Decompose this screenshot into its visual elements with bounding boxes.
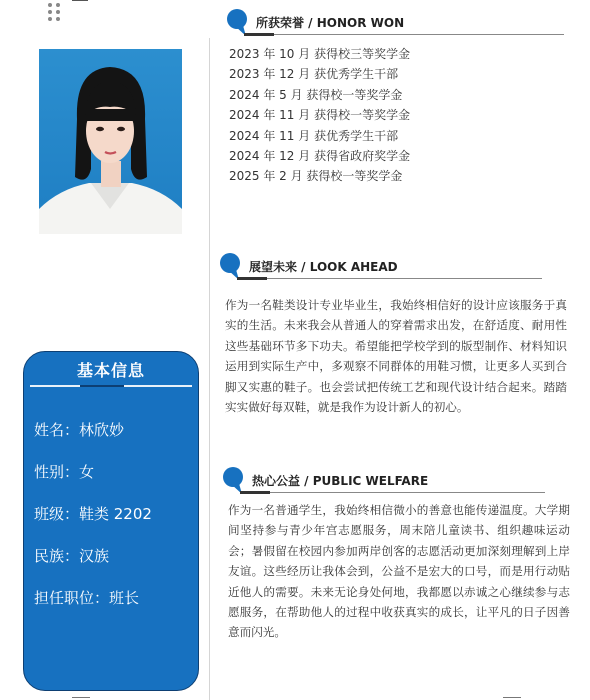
honor-item: 2023 年 10 月 获得校三等奖学金 [229,47,411,61]
welfare-section-title: 热心公益 / PUBLIC WELFARE [252,474,429,488]
honor-section-header [226,8,566,38]
top-edge-mark [72,0,88,1]
basic-info-divider-accent [80,385,124,387]
honor-section-title: 所获荣誉 / HONOR WON [256,16,405,30]
honor-item: 2024 年 12 月 获得省政府奖学金 [229,148,411,163]
honor-item: 2023 年 12 月 获优秀学生干部 [229,67,399,82]
future-section-rule [237,278,542,279]
honor-section-rule-accent [244,33,274,36]
welfare-section-header [222,466,562,496]
bottom-edge-mark [72,697,90,698]
honor-item: 2024 年 11 月 获得校一等奖学金 [229,108,411,123]
column-divider [209,38,210,700]
basic-info-title: 基本信息 [76,361,145,380]
future-section-header [219,252,559,282]
basic-info-panel [23,351,199,691]
welfare-section-rule [240,492,545,493]
info-gender: 性别：女 [34,463,95,481]
drag-handle-icon[interactable] [48,3,60,19]
future-section-title: 展望未来 / LOOK AHEAD [249,260,398,274]
info-class: 班级：鞋类 2202 [34,505,152,523]
honor-list [229,44,410,187]
future-paragraph: 作为一名鞋类设计专业毕业生，我始终相信好的设计应该服务于真实的生活。未来我会从普通人的穿着需求出发，在舒适度、耐用性这些基础环节多下功夫。希望能把学校学到的版型制作、材料知识运用到实际生产中，多观察不同群体的用鞋习惯，让更多人买到合脚又实惠的鞋子。也会尝试把传统工艺和现代设计结合起来。踏踏实实做好每双鞋，就是我作为设计新人的初心。 [225,298,567,415]
future-section-rule-accent [237,277,267,280]
info-name: 姓名：林欣妙 [34,421,125,439]
info-ethnicity: 民族：汉族 [34,547,110,565]
welfare-section-rule-accent [240,491,270,494]
honor-item: 2024 年 5 月 获得校一等奖学金 [229,87,403,102]
welfare-paragraph: 作为一名普通学生，我始终相信微小的善意也能传递温度。大学期间坚持参与青少年宫志愿服务，周末陪儿童读书、组织趣味运动会；暑假留在校园内参加两岸创客的志愿活动更加深刻理解到上岸友谊。这些经历让我体会到，公益不是宏大的口号，而是用行动贴近他人的需要。未来无论身处何地，我都愿以赤诚之心继续参与志愿服务，在帮助他人的过程中收获真实的成长，让平凡的日子因善意而闪光。 [228,503,570,640]
honor-item: 2024 年 11 月 获优秀学生干部 [229,128,399,143]
bottom-edge-mark [503,697,521,698]
honor-item: 2025 年 2 月 获得校一等奖学金 [229,169,403,184]
info-position: 担任职位：班长 [34,589,140,607]
honor-section-rule [244,34,564,35]
profile-photo [39,49,182,234]
